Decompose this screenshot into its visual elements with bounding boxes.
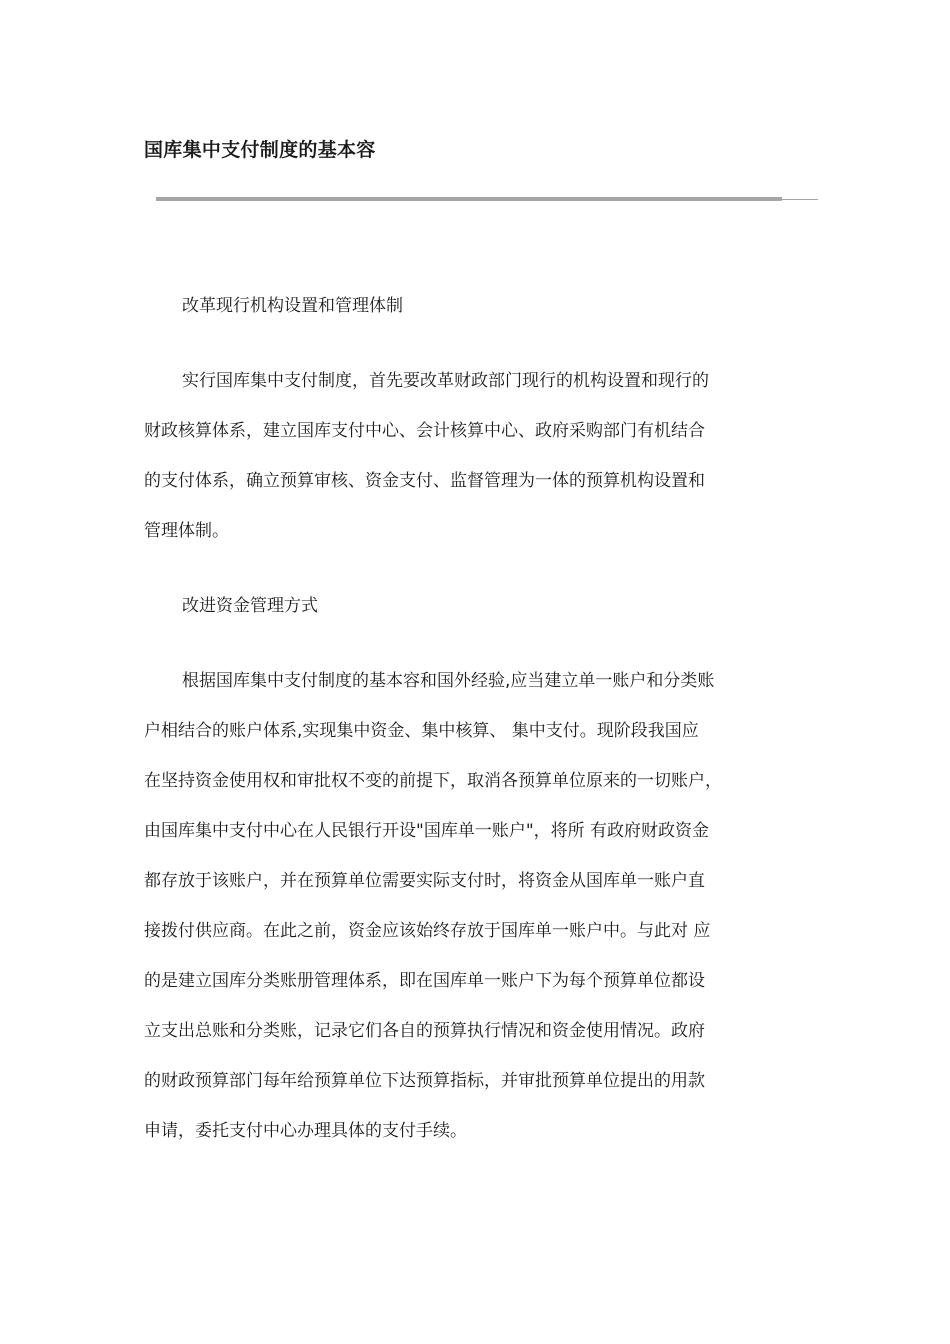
document-title: 国库集中支付制度的基本容: [144, 139, 376, 161]
document-body: [144, 281, 788, 1181]
paragraph-line: 的支付体系，确立预算审核、资金支付、监督管理为一体的预算机构设置和: [144, 471, 705, 491]
paragraph-line: 的财政预算部门每年给预算单位下达预算指标，并审批预算单位提出的用款: [144, 1071, 705, 1091]
paragraph-line: 根据国库集中支付制度的基本容和国外经验,应当建立单一账户和分类账: [182, 671, 715, 691]
section-paragraph: [144, 656, 788, 1156]
paragraph-line: 都存放于该账户，并在预算单位需要实际支付时，将资金从国库单一账户直: [144, 871, 705, 891]
section-paragraph: [144, 356, 788, 556]
paragraph-line: 接拨付供应商。在此之前，资金应该始终存放于国库单一账户中。与此对 应: [144, 921, 711, 941]
paragraph-line: 实行国库集中支付制度，首先要改革财政部门现行的机构设置和现行的: [182, 371, 709, 391]
paragraph-line: 申请，委托支付中心办理具体的支付手续。: [144, 1121, 467, 1141]
paragraph-line: 户相结合的账户体系,实现集中资金、集中核算、 集中支付。现阶段我国应: [144, 721, 699, 741]
section-heading: 改革现行机构设置和管理体制: [182, 296, 403, 316]
title-underline: [156, 197, 782, 201]
section-heading: 改进资金管理方式: [182, 596, 318, 616]
paragraph-line: 的是建立国库分类账册管理体系，即在国库单一账户下为每个预算单位都设: [144, 971, 705, 991]
paragraph-line: 管理体制。: [144, 521, 229, 541]
paragraph-line: 由国库集中支付中心在人民银行开设"国库单一账户"，将所 有政府财政资金: [144, 821, 710, 841]
title-underline-tail: [782, 199, 818, 200]
paragraph-line: 立支出总账和分类账，记录它们各自的预算执行情况和资金使用情况。政府: [144, 1021, 705, 1041]
paragraph-line: 财政核算体系，建立国库支付中心、会计核算中心、政府采购部门有机结合: [144, 421, 705, 441]
paragraph-line: 在坚持资金使用权和审批权不变的前提下，取消各预算单位原来的一切账户，: [144, 771, 722, 791]
